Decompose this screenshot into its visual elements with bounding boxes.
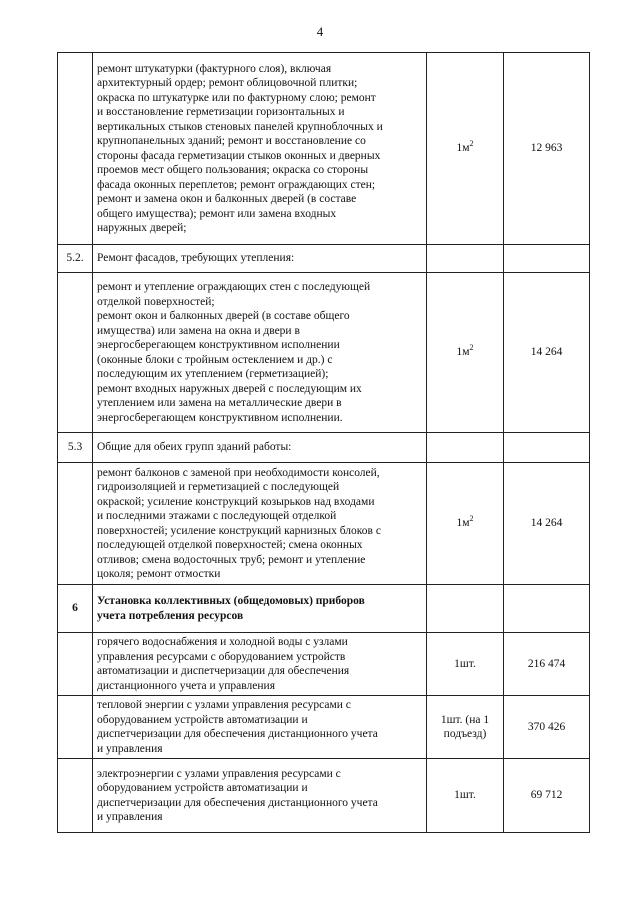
description-line: ремонт входных наружных дверей с последующим их — [97, 382, 362, 395]
price-cell: 216 474 — [504, 633, 590, 696]
work-description — [93, 273, 427, 433]
unit-label: 1шт. (на 1 подъезд) — [440, 713, 490, 740]
unit-superscript: 2 — [469, 343, 474, 353]
work-description — [93, 696, 427, 759]
subsection-title: Общие для обеих групп зданий работы: — [93, 433, 427, 463]
unit-cell — [427, 53, 504, 245]
description-line: энергосберегающем конструктивном исполнении. — [97, 411, 343, 424]
unit-superscript: 2 — [469, 139, 474, 149]
description-line: автоматизации и диспетчеризации для обеспечения — [97, 665, 350, 677]
unit-label: 1м — [456, 346, 470, 359]
unit-cell — [427, 759, 504, 833]
description-line: ремонт балконов с заменой при необходимости консолей, — [97, 466, 380, 479]
description-line: (оконные блоки с тройным остеклением и др.) с — [97, 353, 333, 366]
works-cost-table — [57, 52, 590, 833]
description-line: фасада оконных переплетов; ремонт ограждающих стен; — [97, 178, 376, 191]
row-number: 5.2. — [58, 245, 93, 273]
description-line: и восстановление герметизации горизонтальных и — [97, 106, 345, 118]
unit-label: 1шт. — [454, 657, 476, 670]
description-line: и последними этажами с последующей отделкой — [97, 510, 337, 522]
unit-superscript: 2 — [469, 514, 474, 524]
description-line: электроэнергии с узлами управления ресурсами с — [97, 767, 341, 780]
description-line: наружных дверей; — [97, 222, 187, 234]
description-line: энергосберегающем конструктивном исполнении — [97, 339, 340, 351]
description-line: ремонт и замена окон и балконных дверей (в составе — [97, 193, 357, 205]
section-title-line: Установка коллективных (общедомовых) приборов — [97, 595, 365, 607]
section-title — [93, 585, 427, 633]
table-row — [58, 273, 590, 433]
description-line: тепловой энергии с узлами управления ресурсами с — [97, 699, 351, 711]
description-line: оборудованием устройств автоматизации и — [97, 713, 308, 726]
unit-cell — [427, 273, 504, 433]
description-line: управления ресурсами с оборудованием устройств — [97, 650, 346, 663]
description-line: архитектурный ордер; ремонт облицовочной плитки; — [97, 77, 358, 89]
description-line: ремонт штукатурки (фактурного слоя), включая — [97, 62, 332, 75]
description-line: имущества) или замена на окна и двери в — [97, 324, 300, 337]
row-number: 5.3 — [58, 433, 93, 463]
price-cell: 14 264 — [504, 463, 590, 585]
description-line: крупнопанельных зданий; ремонт и восстановление со — [97, 135, 366, 147]
work-description — [93, 463, 427, 585]
unit-label: 1м — [456, 517, 470, 530]
description-line: диспетчеризации для обеспечения дистанционного учета — [97, 728, 378, 740]
description-line: отделкой поверхностей; — [97, 295, 215, 308]
description-line: утеплением или замена на металлические двери в — [97, 397, 342, 409]
description-line: ремонт и утепление ограждающих стен с последующей — [97, 281, 371, 293]
row-number — [58, 273, 93, 433]
unit-cell — [427, 245, 504, 273]
description-line: окраска по штукатурке или по фактурному слою; ремонт — [97, 91, 376, 104]
description-line: окраской; усиление конструкций козырьков над входами — [97, 495, 375, 508]
price-cell — [504, 245, 590, 273]
description-line: общего имущества); ремонт или замена входных — [97, 207, 337, 220]
price-cell — [504, 585, 590, 633]
table-row — [58, 759, 590, 833]
description-line: горячего водоснабжения и холодной воды с узлами — [97, 636, 348, 648]
row-number — [58, 633, 93, 696]
table-row — [58, 463, 590, 585]
table-row — [58, 585, 590, 633]
unit-label: 1м — [456, 142, 470, 155]
description-line: ремонт окон и балконных дверей (в составе общего — [97, 310, 350, 322]
section-number: 6 — [58, 585, 93, 633]
table-row — [58, 633, 590, 696]
unit-cell — [427, 433, 504, 463]
description-line: последующей отделкой поверхностей; смена оконных — [97, 539, 363, 551]
row-number — [58, 53, 93, 245]
unit-cell — [427, 696, 504, 759]
description-line: гидроизоляцией и герметизацией с последующей — [97, 481, 340, 493]
description-line: последующим их утеплением (герметизацией); — [97, 368, 329, 380]
row-number — [58, 759, 93, 833]
work-description — [93, 633, 427, 696]
description-line: дистанционного учета и управления — [97, 679, 275, 692]
section-title-line: учета потребления ресурсов — [97, 609, 244, 622]
subsection-title: Ремонт фасадов, требующих утепления: — [93, 245, 427, 273]
price-cell: 14 264 — [504, 273, 590, 433]
description-line: отливов; смена водосточных труб; ремонт и утепление — [97, 553, 366, 566]
unit-label: 1шт. — [454, 789, 476, 802]
unit-cell — [427, 463, 504, 585]
price-cell: 370 426 — [504, 696, 590, 759]
table-row — [58, 245, 590, 273]
work-description — [93, 759, 427, 833]
unit-cell — [427, 585, 504, 633]
description-line: стороны фасада герметизации стыков оконных и дверных — [97, 149, 381, 162]
description-line: поверхностей; усиление конструкций карнизных блоков с — [97, 524, 381, 537]
description-line: оборудованием устройств автоматизации и — [97, 782, 308, 794]
description-line: диспетчеризации для обеспечения дистанционного учета — [97, 796, 378, 809]
table-row — [58, 696, 590, 759]
page-number: 4 — [316, 24, 324, 39]
table-row — [58, 53, 590, 245]
description-line: и управления — [97, 742, 163, 755]
description-line: вертикальных стыков стеновых панелей крупноблочных и — [97, 120, 383, 133]
price-cell: 69 712 — [504, 759, 590, 833]
price-cell — [504, 433, 590, 463]
row-number — [58, 696, 93, 759]
price-cell: 12 963 — [504, 53, 590, 245]
work-description — [93, 53, 427, 245]
description-line: и управления — [97, 811, 163, 823]
unit-cell — [427, 633, 504, 696]
table-row — [58, 433, 590, 463]
row-number — [58, 463, 93, 585]
description-line: цоколя; ремонт отмостки — [97, 568, 221, 580]
description-line: проемов мест общего пользования; окраска со стороны — [97, 164, 369, 176]
